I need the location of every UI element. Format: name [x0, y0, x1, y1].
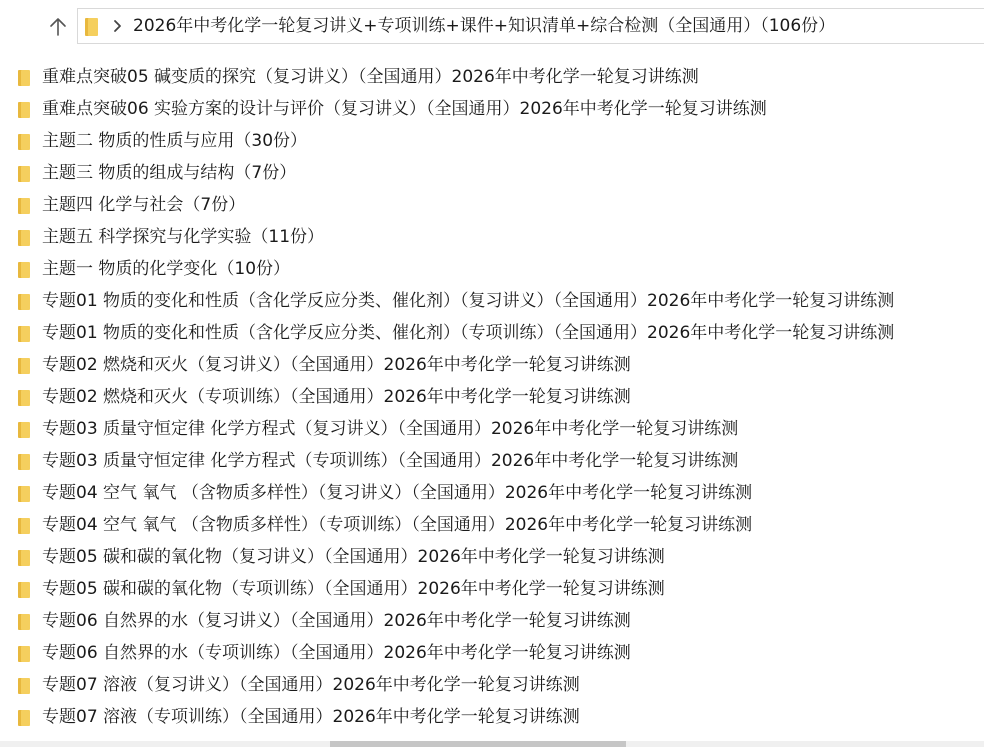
folder-name: 主题二 物质的性质与应用（30份）	[42, 131, 308, 151]
folder-list-item[interactable]	[0, 189, 984, 221]
folder-icon	[17, 485, 33, 503]
folder-icon	[17, 389, 33, 407]
file-list	[0, 61, 984, 733]
folder-name: 专题06 自然界的水（复习讲义）（全国通用）2026年中考化学一轮复习讲练测	[42, 611, 631, 631]
folder-list-item[interactable]	[0, 253, 984, 285]
folder-icon	[17, 453, 33, 471]
folder-list-item[interactable]	[0, 349, 984, 381]
folder-list-item[interactable]	[0, 221, 984, 253]
folder-icon	[17, 613, 33, 631]
folder-icon	[17, 421, 33, 439]
folder-icon	[17, 549, 33, 567]
folder-list-item[interactable]	[0, 637, 984, 669]
navigation-bar	[0, 0, 984, 54]
folder-icon	[17, 517, 33, 535]
arrow-up-icon	[49, 17, 67, 37]
folder-name: 专题05 碳和碳的氧化物（专项训练）（全国通用）2026年中考化学一轮复习讲练测	[42, 579, 665, 599]
folder-icon	[17, 229, 33, 247]
folder-icon	[84, 17, 102, 37]
folder-name: 专题05 碳和碳的氧化物（复习讲义）（全国通用）2026年中考化学一轮复习讲练测	[42, 547, 665, 567]
folder-list-item[interactable]	[0, 157, 984, 189]
folder-list-item[interactable]	[0, 381, 984, 413]
folder-icon	[17, 709, 33, 727]
folder-list-item[interactable]	[0, 541, 984, 573]
address-bar[interactable]	[77, 8, 984, 44]
folder-list-item[interactable]	[0, 477, 984, 509]
folder-name: 专题06 自然界的水（专项训练）（全国通用）2026年中考化学一轮复习讲练测	[42, 643, 631, 663]
folder-icon	[17, 261, 33, 279]
folder-icon	[17, 325, 33, 343]
scrollbar-thumb[interactable]	[330, 741, 626, 747]
folder-icon	[17, 645, 33, 663]
folder-name: 专题04 空气 氧气 （含物质多样性）（专项训练）（全国通用）2026年中考化学一轮复习讲练测	[42, 515, 753, 535]
folder-name: 重难点突破06 实验方案的设计与评价（复习讲义）（全国通用）2026年中考化学一轮复习讲练测	[42, 99, 767, 119]
horizontal-scrollbar[interactable]	[0, 741, 984, 747]
folder-name: 专题07 溶液（复习讲义）（全国通用）2026年中考化学一轮复习讲练测	[42, 675, 580, 695]
folder-name: 专题07 溶液（专项训练）（全国通用）2026年中考化学一轮复习讲练测	[42, 707, 580, 727]
folder-name: 专题02 燃烧和灭火（专项训练）（全国通用）2026年中考化学一轮复习讲练测	[42, 387, 631, 407]
folder-list-item[interactable]	[0, 285, 984, 317]
folder-name: 专题04 空气 氧气 （含物质多样性）（复习讲义）（全国通用）2026年中考化学一轮复习讲练测	[42, 483, 753, 503]
folder-list-item[interactable]	[0, 573, 984, 605]
folder-list-item[interactable]	[0, 509, 984, 541]
up-button[interactable]	[44, 12, 72, 42]
folder-name: 主题三 物质的组成与结构（7份）	[42, 163, 297, 183]
folder-icon	[17, 69, 33, 87]
folder-list-item[interactable]	[0, 413, 984, 445]
folder-icon	[17, 165, 33, 183]
chevron-right-icon[interactable]	[112, 19, 122, 33]
folder-icon	[17, 133, 33, 151]
folder-name: 专题03 质量守恒定律 化学方程式（复习讲义）（全国通用）2026年中考化学一轮复习讲练测	[42, 419, 739, 439]
folder-list-item[interactable]	[0, 605, 984, 637]
folder-list-item[interactable]	[0, 445, 984, 477]
folder-list-item[interactable]	[0, 93, 984, 125]
folder-icon	[17, 357, 33, 375]
folder-list-item[interactable]	[0, 701, 984, 733]
address-path-text[interactable]: 2026年中考化学一轮复习讲义+专项训练+课件+知识清单+综合检测（全国通用）（106份）	[133, 16, 836, 36]
folder-icon	[17, 197, 33, 215]
folder-list-item[interactable]	[0, 317, 984, 349]
folder-list-item[interactable]	[0, 125, 984, 157]
folder-list-item[interactable]	[0, 61, 984, 93]
folder-name: 专题03 质量守恒定律 化学方程式（专项训练）（全国通用）2026年中考化学一轮复习讲练测	[42, 451, 739, 471]
folder-name: 专题01 物质的变化和性质（含化学反应分类、催化剂）（复习讲义）（全国通用）2026年中考化学一轮复习讲练测	[42, 291, 895, 311]
folder-name: 专题01 物质的变化和性质（含化学反应分类、催化剂）（专项训练）（全国通用）2026年中考化学一轮复习讲练测	[42, 323, 895, 343]
folder-name: 主题五 科学探究与化学实验（11份）	[42, 227, 325, 247]
folder-name: 重难点突破05 碱变质的探究（复习讲义）（全国通用）2026年中考化学一轮复习讲练测	[42, 67, 699, 87]
folder-name: 主题四 化学与社会（7份）	[42, 195, 246, 215]
folder-list-item[interactable]	[0, 669, 984, 701]
folder-icon	[17, 677, 33, 695]
folder-icon	[17, 101, 33, 119]
folder-name: 专题02 燃烧和灭火（复习讲义）（全国通用）2026年中考化学一轮复习讲练测	[42, 355, 631, 375]
folder-icon	[17, 581, 33, 599]
folder-name: 主题一 物质的化学变化（10份）	[42, 259, 291, 279]
folder-icon	[17, 293, 33, 311]
